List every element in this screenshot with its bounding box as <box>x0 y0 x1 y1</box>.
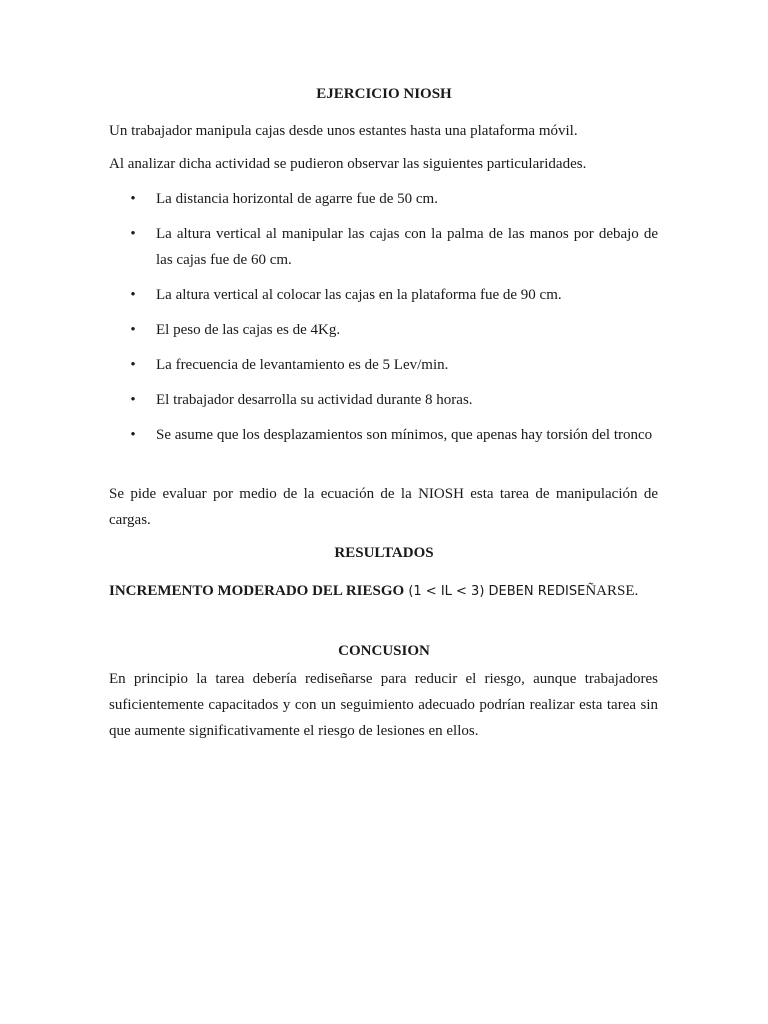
bullet-icon: • <box>130 357 136 373</box>
list-item <box>127 186 658 212</box>
result-action-tail: ÑARSE. <box>585 583 639 599</box>
list-item <box>127 317 658 343</box>
bullet-icon: • <box>130 392 136 408</box>
conclusion-paragraph: En principio la tarea debería rediseñarse para reducir el riesgo, aunque trabajadores suficientemente capacitados y con un seguimiento adecuado podrían realizar esta tarea sin que aumente significativamente el riesgo de lesiones en ellos. <box>109 671 658 739</box>
result-risk-level: INCREMENTO MODERADO DEL RIESGO <box>109 583 405 599</box>
list-item-text: El trabajador desarrolla su actividad durante 8 horas. <box>156 392 473 408</box>
list-item-text: La frecuencia de levantamiento es de 5 Lev/min. <box>156 357 449 373</box>
bullet-icon: • <box>130 226 136 242</box>
result-index-range: (1 < IL < 3) DEBEN REDISE <box>404 584 586 599</box>
list-item <box>127 282 658 308</box>
list-item <box>127 387 658 413</box>
list-item <box>127 422 658 448</box>
list-item <box>127 221 658 273</box>
bullet-icon: • <box>130 191 136 207</box>
list-item-text: El peso de las cajas es de 4Kg. <box>156 322 341 338</box>
particularities-list <box>127 186 658 457</box>
bullet-icon: • <box>130 427 136 443</box>
conclusion-heading: CONCUSION <box>338 643 430 659</box>
list-item-text: La distancia horizontal de agarre fue de 50 cm. <box>156 191 438 207</box>
list-item <box>127 352 658 378</box>
intro-paragraph-2: Al analizar dicha actividad se pudieron observar las siguientes particularidades. <box>109 156 587 172</box>
bullet-icon: • <box>130 322 136 338</box>
results-heading: RESULTADOS <box>334 545 434 561</box>
request-paragraph: Se pide evaluar por medio de la ecuación de la NIOSH esta tarea de manipulación de cargas. <box>109 486 658 528</box>
document-title: EJERCICIO NIOSH <box>316 86 452 102</box>
list-item-text: Se asume que los desplazamientos son mínimos, que apenas hay torsión del tronco <box>156 427 653 443</box>
intro-paragraph-1: Un trabajador manipula cajas desde unos estantes hasta una plataforma móvil. <box>109 123 578 139</box>
result-line <box>109 578 669 605</box>
list-item-text: La altura vertical al colocar las cajas en la plataforma fue de 90 cm. <box>156 287 562 303</box>
list-item-text: La altura vertical al manipular las cajas con la palma de las manos por debajo de las cajas fue de 60 cm. <box>156 226 658 268</box>
bullet-icon: • <box>130 287 136 303</box>
